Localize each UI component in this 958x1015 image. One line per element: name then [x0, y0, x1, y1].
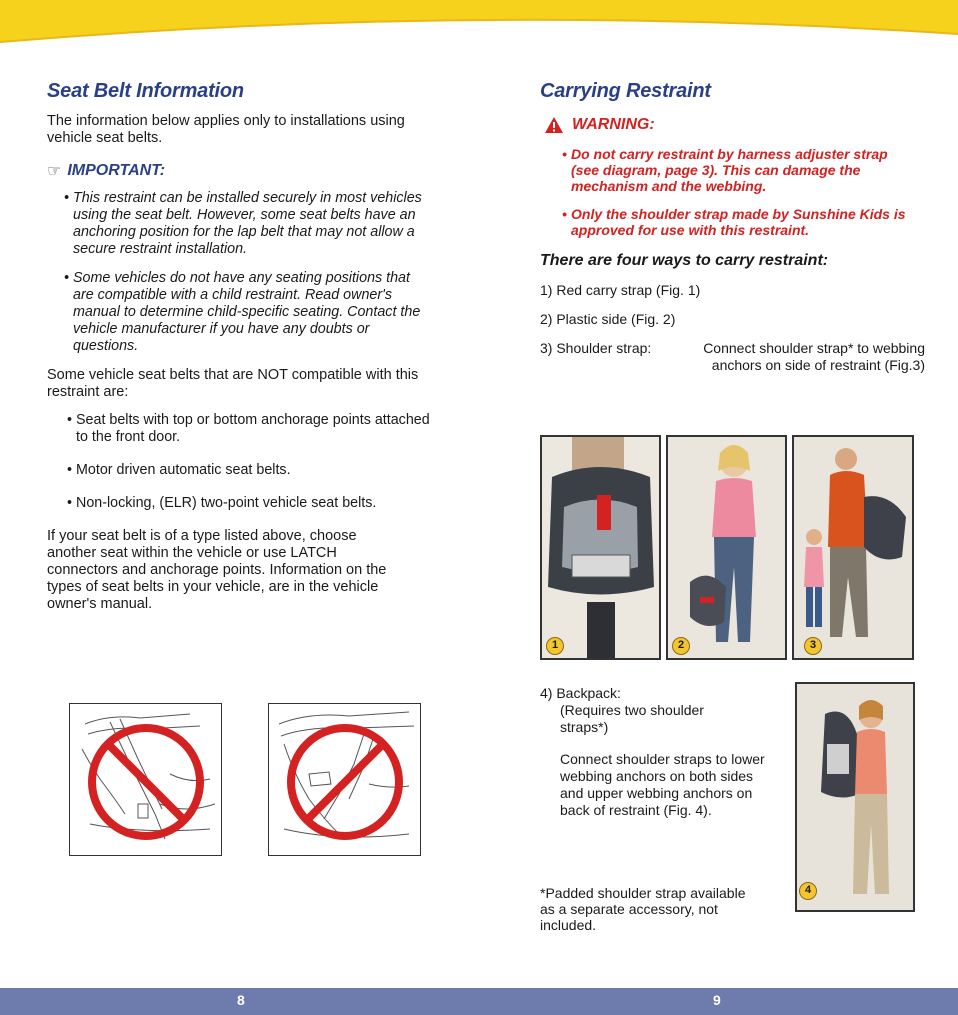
ways-heading: There are four ways to carry restraint:	[540, 252, 829, 269]
figure-1-photo	[540, 435, 661, 660]
carrying-restraint-title: Carrying Restraint	[540, 80, 711, 102]
warning-bullet: • Only the shoulder strap made by Sunshine Kids is approved for use with this restraint.	[562, 206, 917, 238]
warning-triangle-icon	[544, 116, 564, 134]
figure-2-photo	[666, 435, 787, 660]
incompatible-bullet: • Motor driven automatic seat belts.	[67, 462, 432, 479]
warning-heading: WARNING:	[544, 116, 925, 134]
figure-4-photo	[795, 682, 915, 912]
figure-badge: 2	[672, 637, 690, 655]
incompatible-bullet: • Non-locking, (ELR) two-point vehicle seat belts.	[67, 495, 432, 512]
ways-list	[540, 282, 925, 374]
figure-badge: 4	[799, 882, 817, 900]
warning-bullet: • Do not carry restraint by harness adjuster strap (see diagram, page 3). This can damage the mechanism and the webbing.	[562, 146, 917, 194]
backpack-label: 4) Backpack:	[540, 685, 621, 701]
way-2: 2) Plastic side (Fig. 2)	[540, 311, 676, 327]
important-bullet: • Some vehicles do not have any seating positions that are compatible with a child restraint. Read owner's manual to determine child-specific seating. Contact the vehicle manufacturer if you have any doubts or questions.	[64, 270, 424, 355]
pointing-hand-icon: ☞	[47, 163, 62, 180]
way-3: 3) Shoulder strap: Connect shoulder strap* to webbing anchors on side of restraint (Fig.3)	[540, 340, 925, 373]
backpack-section	[540, 685, 775, 819]
footnote: *Padded shoulder strap available as a separate accessory, not included.	[540, 885, 746, 933]
top-yellow-band	[0, 0, 958, 62]
important-heading: ☞ IMPORTANT:	[47, 162, 166, 180]
prohibited-belt-illustration-1	[69, 703, 222, 856]
figure-badge: 3	[804, 637, 822, 655]
incompatible-list	[67, 412, 432, 512]
figure-badge: 1	[546, 637, 564, 655]
figure-3-photo	[792, 435, 914, 660]
page-number-right: 9	[713, 992, 721, 1008]
closing-paragraph: If your seat belt is of a type listed above, choose another seat within the vehicle or use LATCH connectors and anchorage points. Information on the types of seat belts in your vehicle, are in the vehicle owner's manual.	[47, 528, 387, 612]
warning-list	[562, 146, 917, 238]
important-list	[64, 190, 424, 355]
way-1: 1) Red carry strap (Fig. 1)	[540, 282, 701, 298]
incompatible-intro: Some vehicle seat belts that are NOT compatible with this restraint are:	[47, 367, 419, 400]
important-bullet: • This restraint can be installed securely in most vehicles using the seat belt. However, some seat belts have an anchoring position for the lap belt that may not allow a secure restraint installation.	[64, 190, 424, 258]
seat-belt-info-title: Seat Belt Information	[47, 80, 244, 102]
left-page	[47, 80, 432, 613]
prohibited-belt-illustration-2	[268, 703, 421, 856]
seat-belt-intro: The information below applies only to installations using vehicle seat belts.	[47, 113, 405, 146]
incompatible-bullet: • Seat belts with top or bottom anchorage points attached to the front door.	[67, 412, 432, 446]
backpack-instructions: Connect shoulder straps to lower webbing anchors on both sides and upper webbing anchors on back of restraint (Fig. 4).	[560, 751, 765, 818]
page-number-left: 8	[237, 992, 245, 1008]
footer-bar	[0, 988, 958, 1015]
right-page	[540, 80, 925, 386]
backpack-requires: (Requires two shoulder straps*)	[560, 702, 704, 735]
